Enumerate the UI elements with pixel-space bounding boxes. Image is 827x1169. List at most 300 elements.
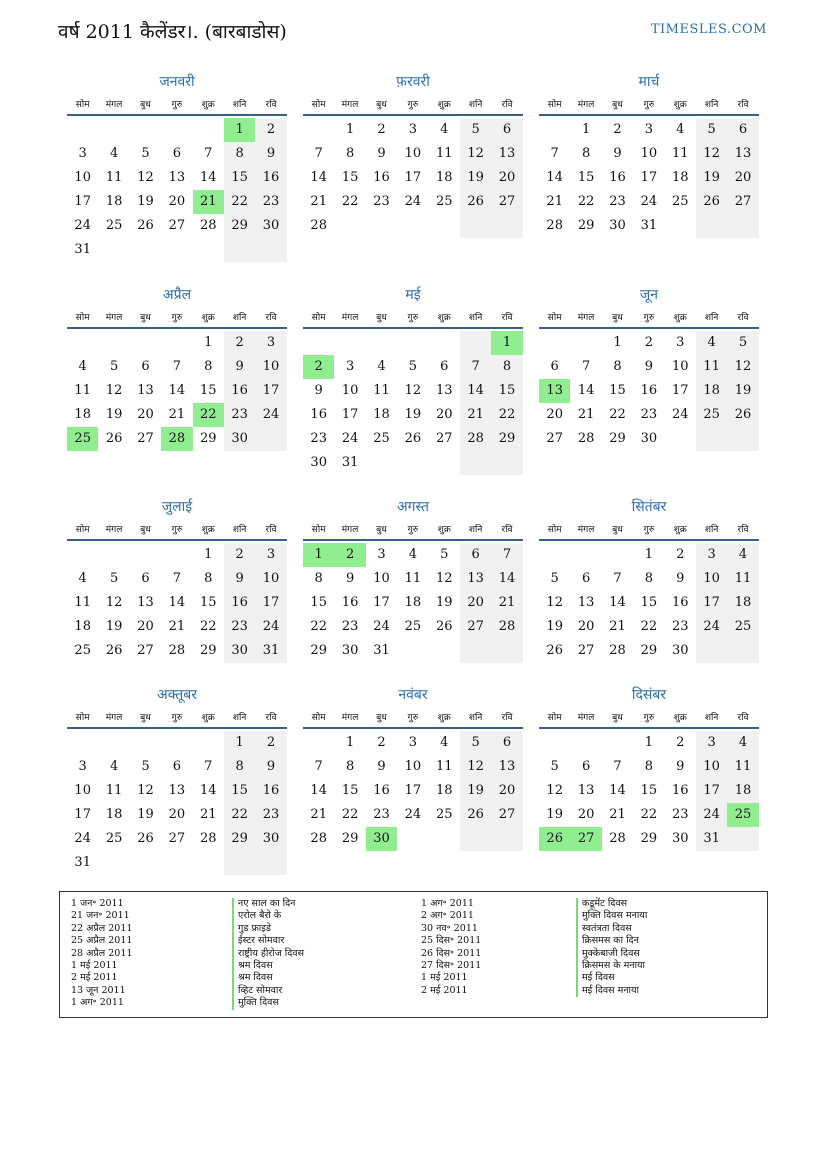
day-cell[interactable]: 24 xyxy=(696,615,727,639)
day-cell[interactable]: 20 xyxy=(460,591,491,615)
day-cell[interactable]: 17 xyxy=(404,170,422,185)
day-cell[interactable]: 29 xyxy=(310,643,327,658)
day-cell[interactable]: 13 xyxy=(727,142,758,166)
day-cell[interactable]: 31 xyxy=(74,855,91,870)
day-cell[interactable]: 3 xyxy=(255,331,286,355)
day-cell[interactable]: 20 xyxy=(546,407,563,422)
day-cell[interactable]: 20 xyxy=(577,619,595,634)
day-cell[interactable]: 29 xyxy=(199,431,217,446)
day-cell[interactable]: 2 xyxy=(255,118,286,142)
day-cell[interactable]: 16 xyxy=(671,783,689,798)
day-cell[interactable]: 19 xyxy=(404,407,422,422)
day-cell[interactable]: 25 xyxy=(404,619,422,634)
day-cell[interactable]: 20 xyxy=(727,166,758,190)
day-cell[interactable]: 9 xyxy=(644,359,653,374)
day-cell[interactable]: 10 xyxy=(404,759,422,774)
day-cell[interactable]: 19 xyxy=(105,407,123,422)
day-cell[interactable]: 27 xyxy=(491,190,522,214)
day-cell[interactable]: 17 xyxy=(74,807,91,822)
day-cell[interactable]: 26 xyxy=(696,190,727,214)
day-cell[interactable]: 18 xyxy=(727,591,758,615)
day-cell[interactable]: 13 xyxy=(539,379,570,403)
day-cell[interactable]: 17 xyxy=(373,595,390,610)
day-cell[interactable]: 6 xyxy=(141,571,150,586)
day-cell[interactable]: 19 xyxy=(137,807,154,822)
day-cell[interactable]: 23 xyxy=(373,194,390,209)
day-cell[interactable]: 9 xyxy=(255,142,286,166)
day-cell[interactable]: 30 xyxy=(671,831,689,846)
day-cell[interactable]: 29 xyxy=(224,827,255,851)
day-cell[interactable]: 28 xyxy=(546,218,563,233)
day-cell[interactable]: 5 xyxy=(460,118,491,142)
day-cell[interactable]: 9 xyxy=(676,571,685,586)
day-cell[interactable]: 24 xyxy=(404,807,422,822)
day-cell[interactable]: 2 xyxy=(377,735,386,750)
day-cell[interactable]: 29 xyxy=(609,431,626,446)
day-cell[interactable]: 8 xyxy=(204,359,213,374)
day-cell[interactable]: 19 xyxy=(546,807,563,822)
day-cell[interactable]: 9 xyxy=(676,759,685,774)
day-cell[interactable]: 12 xyxy=(546,595,563,610)
day-cell[interactable]: 4 xyxy=(727,731,758,755)
day-cell[interactable]: 24 xyxy=(341,431,359,446)
day-cell[interactable]: 4 xyxy=(696,331,727,355)
day-cell[interactable]: 5 xyxy=(727,331,758,355)
day-cell[interactable]: 12 xyxy=(727,355,758,379)
day-cell[interactable]: 5 xyxy=(109,571,119,586)
day-cell[interactable]: 13 xyxy=(460,567,491,591)
day-cell[interactable]: 1 xyxy=(644,547,653,562)
day-cell[interactable]: 19 xyxy=(727,379,758,403)
day-cell[interactable]: 5 xyxy=(550,759,559,774)
day-cell[interactable]: 17 xyxy=(696,779,727,803)
day-cell[interactable]: 21 xyxy=(609,807,626,822)
day-cell[interactable]: 26 xyxy=(137,831,154,846)
day-cell[interactable]: 17 xyxy=(640,170,658,185)
day-cell[interactable]: 30 xyxy=(341,643,359,658)
day-cell[interactable]: 21 xyxy=(460,403,491,427)
day-cell[interactable]: 23 xyxy=(671,619,689,634)
day-cell[interactable]: 27 xyxy=(168,831,186,846)
day-cell[interactable]: 9 xyxy=(224,355,255,379)
day-cell[interactable]: 30 xyxy=(366,827,397,851)
day-cell[interactable]: 7 xyxy=(314,759,323,774)
day-cell[interactable]: 21 xyxy=(546,194,563,209)
day-cell[interactable]: 1 xyxy=(224,118,255,142)
day-cell[interactable]: 3 xyxy=(345,359,355,374)
day-cell[interactable]: 6 xyxy=(172,146,181,161)
day-cell[interactable]: 26 xyxy=(105,643,123,658)
day-cell[interactable]: 16 xyxy=(255,779,286,803)
day-cell[interactable]: 14 xyxy=(310,783,327,798)
day-cell[interactable]: 7 xyxy=(204,146,213,161)
day-cell[interactable]: 31 xyxy=(255,639,286,663)
day-cell[interactable]: 18 xyxy=(727,779,758,803)
day-cell[interactable]: 20 xyxy=(435,407,453,422)
day-cell[interactable]: 10 xyxy=(671,359,689,374)
day-cell[interactable]: 24 xyxy=(404,194,422,209)
day-cell[interactable]: 8 xyxy=(644,571,653,586)
day-cell[interactable]: 2 xyxy=(613,122,622,137)
day-cell[interactable]: 29 xyxy=(341,831,359,846)
day-cell[interactable]: 29 xyxy=(640,831,658,846)
day-cell[interactable]: 30 xyxy=(671,643,689,658)
day-cell[interactable]: 13 xyxy=(577,783,595,798)
day-cell[interactable]: 9 xyxy=(224,567,255,591)
day-cell[interactable]: 31 xyxy=(640,218,658,233)
day-cell[interactable]: 20 xyxy=(137,407,154,422)
day-cell[interactable]: 26 xyxy=(460,190,491,214)
day-cell[interactable]: 4 xyxy=(377,359,386,374)
day-cell[interactable]: 6 xyxy=(172,759,181,774)
day-cell[interactable]: 28 xyxy=(577,431,595,446)
day-cell[interactable]: 13 xyxy=(168,170,186,185)
day-cell[interactable]: 14 xyxy=(546,170,563,185)
day-cell[interactable]: 12 xyxy=(404,383,422,398)
day-cell[interactable]: 7 xyxy=(314,146,323,161)
day-cell[interactable]: 9 xyxy=(377,146,386,161)
day-cell[interactable]: 25 xyxy=(671,194,689,209)
day-cell[interactable]: 24 xyxy=(640,194,658,209)
day-cell[interactable]: 5 xyxy=(141,146,150,161)
day-cell[interactable]: 11 xyxy=(105,783,123,798)
day-cell[interactable]: 12 xyxy=(696,142,727,166)
day-cell[interactable]: 13 xyxy=(435,383,453,398)
day-cell[interactable]: 6 xyxy=(581,759,591,774)
day-cell[interactable]: 26 xyxy=(727,403,758,427)
day-cell[interactable]: 18 xyxy=(373,407,390,422)
day-cell[interactable]: 29 xyxy=(491,427,522,451)
day-cell[interactable]: 2 xyxy=(224,543,255,567)
day-cell[interactable]: 27 xyxy=(546,431,563,446)
day-cell[interactable]: 22 xyxy=(224,190,255,214)
day-cell[interactable]: 10 xyxy=(74,783,91,798)
day-cell[interactable]: 16 xyxy=(640,383,658,398)
day-cell[interactable]: 1 xyxy=(204,547,213,562)
day-cell[interactable]: 12 xyxy=(435,571,453,586)
day-cell[interactable]: 17 xyxy=(255,591,286,615)
day-cell[interactable]: 29 xyxy=(577,218,595,233)
day-cell[interactable]: 19 xyxy=(546,619,563,634)
day-cell[interactable]: 18 xyxy=(74,619,91,634)
day-cell[interactable]: 28 xyxy=(491,615,522,639)
day-cell[interactable]: 26 xyxy=(539,827,570,851)
day-cell[interactable]: 28 xyxy=(609,643,626,658)
day-cell[interactable]: 27 xyxy=(570,827,601,851)
day-cell[interactable]: 12 xyxy=(137,170,154,185)
day-cell[interactable]: 18 xyxy=(74,407,91,422)
day-cell[interactable]: 15 xyxy=(491,379,522,403)
day-cell[interactable]: 22 xyxy=(577,194,595,209)
day-cell[interactable]: 22 xyxy=(224,803,255,827)
day-cell[interactable]: 6 xyxy=(460,543,491,567)
day-cell[interactable]: 7 xyxy=(491,543,522,567)
day-cell[interactable]: 11 xyxy=(435,759,453,774)
day-cell[interactable]: 29 xyxy=(199,643,217,658)
day-cell[interactable]: 8 xyxy=(644,759,653,774)
day-cell[interactable]: 27 xyxy=(577,643,595,658)
day-cell[interactable]: 24 xyxy=(74,831,91,846)
day-cell[interactable]: 6 xyxy=(581,571,591,586)
day-cell[interactable]: 23 xyxy=(341,619,359,634)
day-cell[interactable]: 26 xyxy=(460,803,491,827)
day-cell[interactable]: 23 xyxy=(671,807,689,822)
day-cell[interactable]: 28 xyxy=(609,831,626,846)
day-cell[interactable]: 28 xyxy=(460,427,491,451)
day-cell[interactable]: 7 xyxy=(550,146,559,161)
day-cell[interactable]: 24 xyxy=(373,619,390,634)
day-cell[interactable]: 14 xyxy=(168,595,186,610)
day-cell[interactable]: 30 xyxy=(640,431,658,446)
day-cell[interactable]: 10 xyxy=(255,355,286,379)
day-cell[interactable]: 10 xyxy=(640,146,658,161)
day-cell[interactable]: 24 xyxy=(255,615,286,639)
day-cell[interactable]: 20 xyxy=(168,807,186,822)
day-cell[interactable]: 15 xyxy=(640,783,658,798)
day-cell[interactable]: 29 xyxy=(640,643,658,658)
day-cell[interactable]: 7 xyxy=(172,359,181,374)
day-cell[interactable]: 27 xyxy=(137,431,154,446)
day-cell[interactable]: 7 xyxy=(172,571,181,586)
day-cell[interactable]: 22 xyxy=(193,403,224,427)
day-cell[interactable]: 14 xyxy=(460,379,491,403)
day-cell[interactable]: 1 xyxy=(581,122,591,137)
day-cell[interactable]: 12 xyxy=(546,783,563,798)
day-cell[interactable]: 26 xyxy=(435,619,453,634)
day-cell[interactable]: 1 xyxy=(303,543,334,567)
day-cell[interactable]: 12 xyxy=(105,595,123,610)
day-cell[interactable]: 1 xyxy=(224,731,255,755)
day-cell[interactable]: 8 xyxy=(613,359,622,374)
day-cell[interactable]: 11 xyxy=(671,146,689,161)
day-cell[interactable]: 15 xyxy=(609,383,626,398)
day-cell[interactable]: 26 xyxy=(546,643,563,658)
day-cell[interactable]: 11 xyxy=(105,170,123,185)
day-cell[interactable]: 16 xyxy=(609,170,626,185)
day-cell[interactable]: 28 xyxy=(161,427,192,451)
day-cell[interactable]: 6 xyxy=(141,359,150,374)
day-cell[interactable]: 9 xyxy=(255,755,286,779)
day-cell[interactable]: 22 xyxy=(341,807,359,822)
day-cell[interactable]: 5 xyxy=(141,759,150,774)
day-cell[interactable]: 29 xyxy=(224,214,255,238)
day-cell[interactable]: 5 xyxy=(109,359,119,374)
day-cell[interactable]: 19 xyxy=(105,619,123,634)
day-cell[interactable]: 30 xyxy=(609,218,626,233)
day-cell[interactable]: 15 xyxy=(224,166,255,190)
day-cell[interactable]: 4 xyxy=(78,571,87,586)
day-cell[interactable]: 11 xyxy=(696,355,727,379)
day-cell[interactable]: 27 xyxy=(491,803,522,827)
day-cell[interactable]: 3 xyxy=(377,547,386,562)
day-cell[interactable]: 10 xyxy=(373,571,390,586)
day-cell[interactable]: 6 xyxy=(550,359,559,374)
day-cell[interactable]: 12 xyxy=(460,142,491,166)
day-cell[interactable]: 10 xyxy=(341,383,359,398)
day-cell[interactable]: 21 xyxy=(491,591,522,615)
day-cell[interactable]: 14 xyxy=(199,783,217,798)
day-cell[interactable]: 10 xyxy=(696,567,727,591)
day-cell[interactable]: 24 xyxy=(696,803,727,827)
day-cell[interactable]: 15 xyxy=(341,783,359,798)
day-cell[interactable]: 27 xyxy=(460,615,491,639)
day-cell[interactable]: 10 xyxy=(404,146,422,161)
day-cell[interactable]: 27 xyxy=(137,643,154,658)
day-cell[interactable]: 17 xyxy=(255,379,286,403)
day-cell[interactable]: 12 xyxy=(137,783,154,798)
day-cell[interactable]: 2 xyxy=(334,543,365,567)
day-cell[interactable]: 5 xyxy=(550,571,559,586)
day-cell[interactable]: 6 xyxy=(727,118,758,142)
day-cell[interactable]: 11 xyxy=(404,571,422,586)
day-cell[interactable]: 2 xyxy=(676,735,685,750)
day-cell[interactable]: 12 xyxy=(460,755,491,779)
day-cell[interactable]: 28 xyxy=(168,643,186,658)
day-cell[interactable]: 9 xyxy=(314,383,323,398)
day-cell[interactable]: 25 xyxy=(727,803,758,827)
day-cell[interactable]: 21 xyxy=(577,407,595,422)
day-cell[interactable]: 20 xyxy=(168,194,186,209)
day-cell[interactable]: 14 xyxy=(199,170,217,185)
day-cell[interactable]: 23 xyxy=(640,407,658,422)
day-cell[interactable]: 21 xyxy=(310,194,327,209)
day-cell[interactable]: 25 xyxy=(74,643,91,658)
day-cell[interactable]: 7 xyxy=(460,355,491,379)
day-cell[interactable]: 1 xyxy=(613,335,622,350)
day-cell[interactable]: 22 xyxy=(341,194,359,209)
day-cell[interactable]: 14 xyxy=(577,383,595,398)
day-cell[interactable]: 9 xyxy=(345,571,355,586)
day-cell[interactable]: 4 xyxy=(676,122,685,137)
day-cell[interactable]: 23 xyxy=(373,807,390,822)
day-cell[interactable]: 16 xyxy=(373,783,390,798)
day-cell[interactable]: 11 xyxy=(74,595,91,610)
day-cell[interactable]: 3 xyxy=(78,759,87,774)
day-cell[interactable]: 3 xyxy=(696,543,727,567)
day-cell[interactable]: 18 xyxy=(105,194,123,209)
day-cell[interactable]: 2 xyxy=(377,122,386,137)
day-cell[interactable]: 23 xyxy=(255,190,286,214)
day-cell[interactable]: 13 xyxy=(137,595,154,610)
site-link[interactable]: TIMESLES.COM xyxy=(650,22,767,37)
day-cell[interactable]: 11 xyxy=(373,383,390,398)
day-cell[interactable]: 8 xyxy=(204,571,213,586)
day-cell[interactable]: 23 xyxy=(310,431,327,446)
day-cell[interactable]: 24 xyxy=(74,218,91,233)
day-cell[interactable]: 2 xyxy=(644,335,653,350)
day-cell[interactable]: 30 xyxy=(224,639,255,663)
day-cell[interactable]: 30 xyxy=(310,455,327,470)
day-cell[interactable]: 23 xyxy=(224,403,255,427)
day-cell[interactable]: 5 xyxy=(696,118,727,142)
day-cell[interactable]: 30 xyxy=(224,427,255,451)
day-cell[interactable]: 13 xyxy=(491,142,522,166)
day-cell[interactable]: 11 xyxy=(727,755,758,779)
day-cell[interactable]: 21 xyxy=(168,407,186,422)
day-cell[interactable]: 18 xyxy=(696,379,727,403)
day-cell[interactable]: 16 xyxy=(373,170,390,185)
day-cell[interactable]: 7 xyxy=(613,759,622,774)
day-cell[interactable]: 21 xyxy=(193,190,224,214)
day-cell[interactable]: 4 xyxy=(109,146,119,161)
day-cell[interactable]: 2 xyxy=(303,355,334,379)
day-cell[interactable]: 23 xyxy=(609,194,626,209)
day-cell[interactable]: 7 xyxy=(613,571,622,586)
day-cell[interactable]: 10 xyxy=(696,755,727,779)
day-cell[interactable]: 4 xyxy=(727,543,758,567)
day-cell[interactable]: 25 xyxy=(105,831,123,846)
day-cell[interactable]: 11 xyxy=(727,567,758,591)
day-cell[interactable]: 21 xyxy=(609,619,626,634)
day-cell[interactable]: 4 xyxy=(78,359,87,374)
day-cell[interactable]: 25 xyxy=(373,431,390,446)
day-cell[interactable]: 6 xyxy=(440,359,449,374)
day-cell[interactable]: 14 xyxy=(491,567,522,591)
day-cell[interactable]: 27 xyxy=(727,190,758,214)
day-cell[interactable]: 17 xyxy=(74,194,91,209)
day-cell[interactable]: 8 xyxy=(314,571,323,586)
day-cell[interactable]: 16 xyxy=(310,407,327,422)
day-cell[interactable]: 3 xyxy=(408,122,417,137)
day-cell[interactable]: 19 xyxy=(460,779,491,803)
day-cell[interactable]: 1 xyxy=(345,735,355,750)
day-cell[interactable]: 15 xyxy=(310,595,327,610)
day-cell[interactable]: 25 xyxy=(696,403,727,427)
day-cell[interactable]: 5 xyxy=(408,359,417,374)
day-cell[interactable]: 15 xyxy=(199,595,217,610)
day-cell[interactable]: 26 xyxy=(137,218,154,233)
day-cell[interactable]: 25 xyxy=(727,615,758,639)
day-cell[interactable]: 17 xyxy=(696,591,727,615)
day-cell[interactable]: 3 xyxy=(644,122,653,137)
day-cell[interactable]: 6 xyxy=(491,118,522,142)
day-cell[interactable]: 18 xyxy=(435,170,453,185)
day-cell[interactable]: 13 xyxy=(168,783,186,798)
day-cell[interactable]: 24 xyxy=(671,407,689,422)
day-cell[interactable]: 8 xyxy=(491,355,522,379)
day-cell[interactable]: 2 xyxy=(255,731,286,755)
day-cell[interactable]: 28 xyxy=(310,831,327,846)
day-cell[interactable]: 4 xyxy=(109,759,119,774)
day-cell[interactable]: 3 xyxy=(255,543,286,567)
day-cell[interactable]: 18 xyxy=(435,783,453,798)
day-cell[interactable]: 22 xyxy=(609,407,626,422)
day-cell[interactable]: 31 xyxy=(341,455,359,470)
day-cell[interactable]: 8 xyxy=(224,142,255,166)
day-cell[interactable]: 2 xyxy=(224,331,255,355)
day-cell[interactable]: 22 xyxy=(310,619,327,634)
day-cell[interactable]: 16 xyxy=(341,595,359,610)
day-cell[interactable]: 28 xyxy=(199,831,217,846)
day-cell[interactable]: 19 xyxy=(460,166,491,190)
day-cell[interactable]: 8 xyxy=(224,755,255,779)
day-cell[interactable]: 16 xyxy=(671,595,689,610)
day-cell[interactable]: 18 xyxy=(671,170,689,185)
day-cell[interactable]: 27 xyxy=(435,431,453,446)
day-cell[interactable]: 21 xyxy=(310,807,327,822)
day-cell[interactable]: 10 xyxy=(255,567,286,591)
day-cell[interactable]: 6 xyxy=(491,731,522,755)
day-cell[interactable]: 14 xyxy=(310,170,327,185)
day-cell[interactable]: 14 xyxy=(168,383,186,398)
day-cell[interactable]: 18 xyxy=(105,807,123,822)
day-cell[interactable]: 27 xyxy=(168,218,186,233)
day-cell[interactable]: 23 xyxy=(224,615,255,639)
day-cell[interactable]: 18 xyxy=(404,595,422,610)
day-cell[interactable]: 28 xyxy=(310,218,327,233)
day-cell[interactable]: 16 xyxy=(224,379,255,403)
day-cell[interactable]: 23 xyxy=(255,803,286,827)
